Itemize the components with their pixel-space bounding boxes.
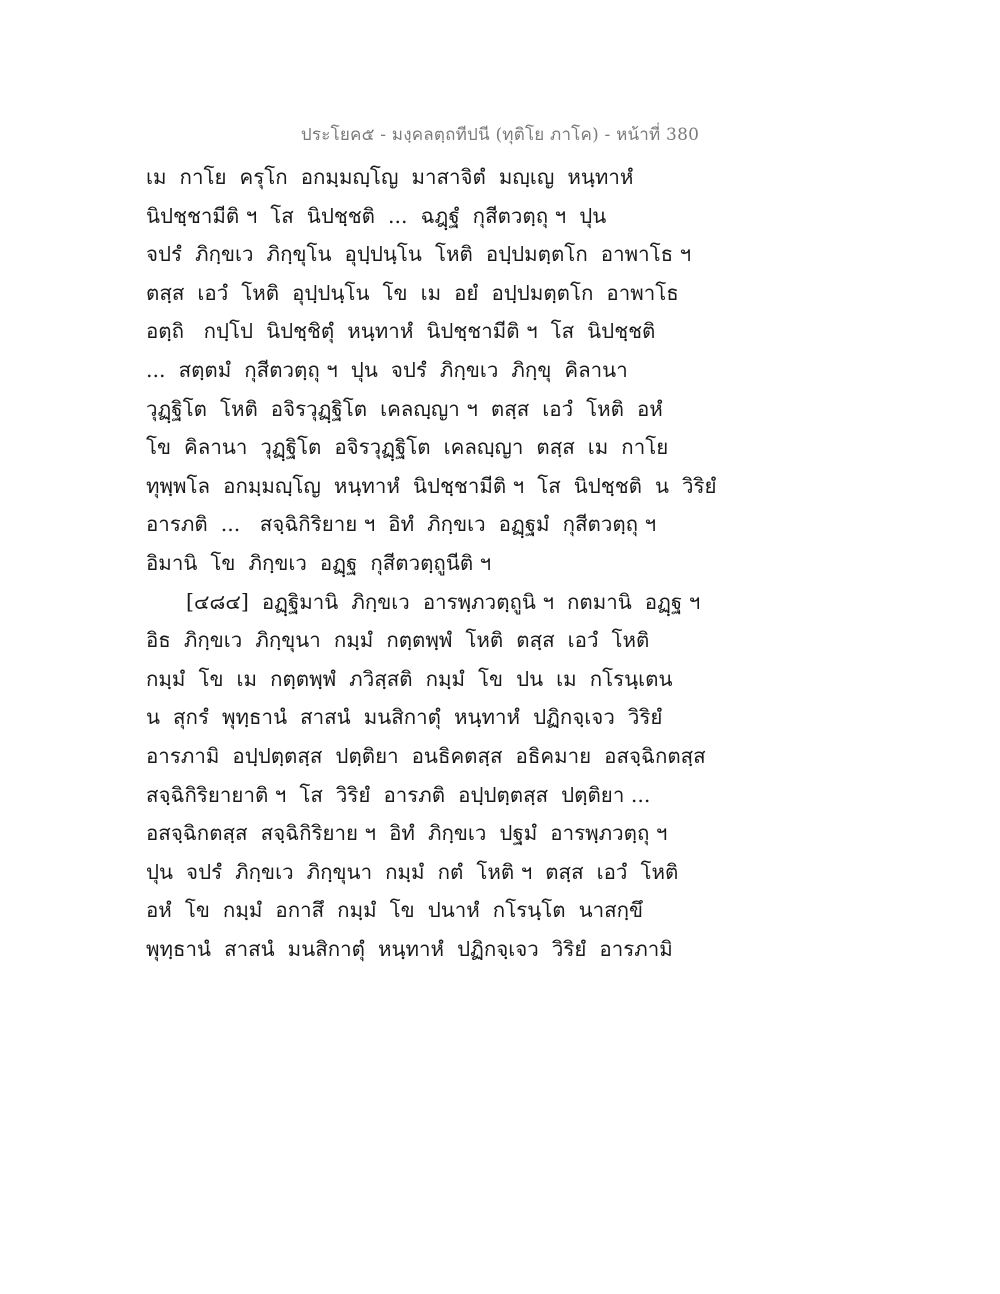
text-line: เม กาโย ครุโก อกมฺมญฺโญ มาสาจิตํ มญฺเญ หนฺทาหํ <box>146 165 634 189</box>
text-line: ปุน จปรํ ภิกฺขเว ภิกฺขุนา กมฺมํ กตํ โหติ ฯ ตสฺส เอวํ โหติ <box>146 859 679 884</box>
text-line: อสจฺฉิกตสฺส สจฺฉิกิริยาย ฯ อิทํ ภิกฺขเว ปฐมํ อารพฺภวตฺถุ ฯ <box>146 821 668 846</box>
text-line: สจฺฉิกิริยายาติ ฯ โส วิริยํ อารภติ อปฺปตฺตสฺส ปตฺติยา ... <box>146 782 651 807</box>
body-text <box>146 158 717 968</box>
text-line: พุทฺธานํ สาสนํ มนสิกาตุํ หนฺทาหํ ปฏิกจฺเจว วิริยํ อารภามิ <box>146 936 673 961</box>
text-line: ... สตฺตมํ กุสีตวตฺถุ ฯ ปุน จปรํ ภิกฺขเว ภิกฺขุ คิลานา <box>146 357 628 382</box>
text-line: กมฺมํ โข เม กตฺตพฺพํ ภวิสฺสติ กมฺมํ โข ปน เม กโรนฺเตน <box>146 666 673 691</box>
text-line: ทุพฺพโล อกมฺมญฺโญ หนฺทาหํ นิปชฺชามีติ ฯ โส นิปชฺชติ น วิริยํ <box>146 473 717 498</box>
text-line: นิปชฺชามีติ ฯ โส นิปชฺชติ ... ฉฎฺฐํ กุสีตวตฺถุ ฯ ปุน <box>146 203 607 228</box>
text-line: โข คิลานา วุฏฺฐิโต อจิรวุฏฺฐิโต เคลญฺญา ตสฺส เม กาโย <box>146 435 669 460</box>
text-line: ตสฺส เอวํ โหติ อุปฺปนฺโน โข เม อยํ อปฺปมตฺตโก อาพาโธ <box>146 280 679 305</box>
text-line: วุฏฺฐิโต โหติ อจิรวุฏฺฐิโต เคลญฺญา ฯ ตสฺส เอวํ โหติ อหํ <box>146 396 663 421</box>
running-head: ประโยค๕ - มงฺคลตฺถทีปนี (ทุติโย ภาโค) - หน้าที่ 380 <box>300 125 700 145</box>
text-line: อารภติ ... สจฺฉิกิริยาย ฯ อิทํ ภิกฺขเว อฏฺฐมํ กุสีตวตฺถุ ฯ <box>146 512 657 537</box>
text-line: อตฺถิ กปฺโป นิปชฺชิตุํ หนฺทาหํ นิปชฺชามีติ ฯ โส นิปชฺชติ <box>146 319 656 344</box>
text-line: น สุกรํ พุทฺธานํ สาสนํ มนสิกาตุํ หนฺทาหํ ปฏิกจฺเจว วิริยํ <box>146 705 663 730</box>
text-line: อหํ โข กมฺมํ อกาสึ กมฺมํ โข ปนาหํ กโรนฺโต นาสกฺขึ <box>146 898 644 923</box>
paragraph-start-line: [๔๘๔] อฏฺฐิมานิ ภิกฺขเว อารพฺภวตฺถูนิ ฯ กตมานิ อฏฺฐ ฯ <box>186 589 701 614</box>
text-line: อิธ ภิกฺขเว ภิกฺขุนา กมฺมํ กตฺตพฺพํ โหติ ตสฺส เอวํ โหติ <box>146 628 650 653</box>
text-line: อิมานิ โข ภิกฺขเว อฏฺฐ กุสีตวตฺถูนีติ ฯ <box>146 550 492 575</box>
text-line: อารภามิ อปฺปตฺตสฺส ปตฺติยา อนธิคตสฺส อธิคมาย อสจฺฉิกตสฺส <box>146 743 706 768</box>
text-line: จปรํ ภิกฺขเว ภิกฺขุโน อุปฺปนฺโน โหติ อปฺปมตฺตโก อาพาโธ ฯ <box>146 242 692 267</box>
